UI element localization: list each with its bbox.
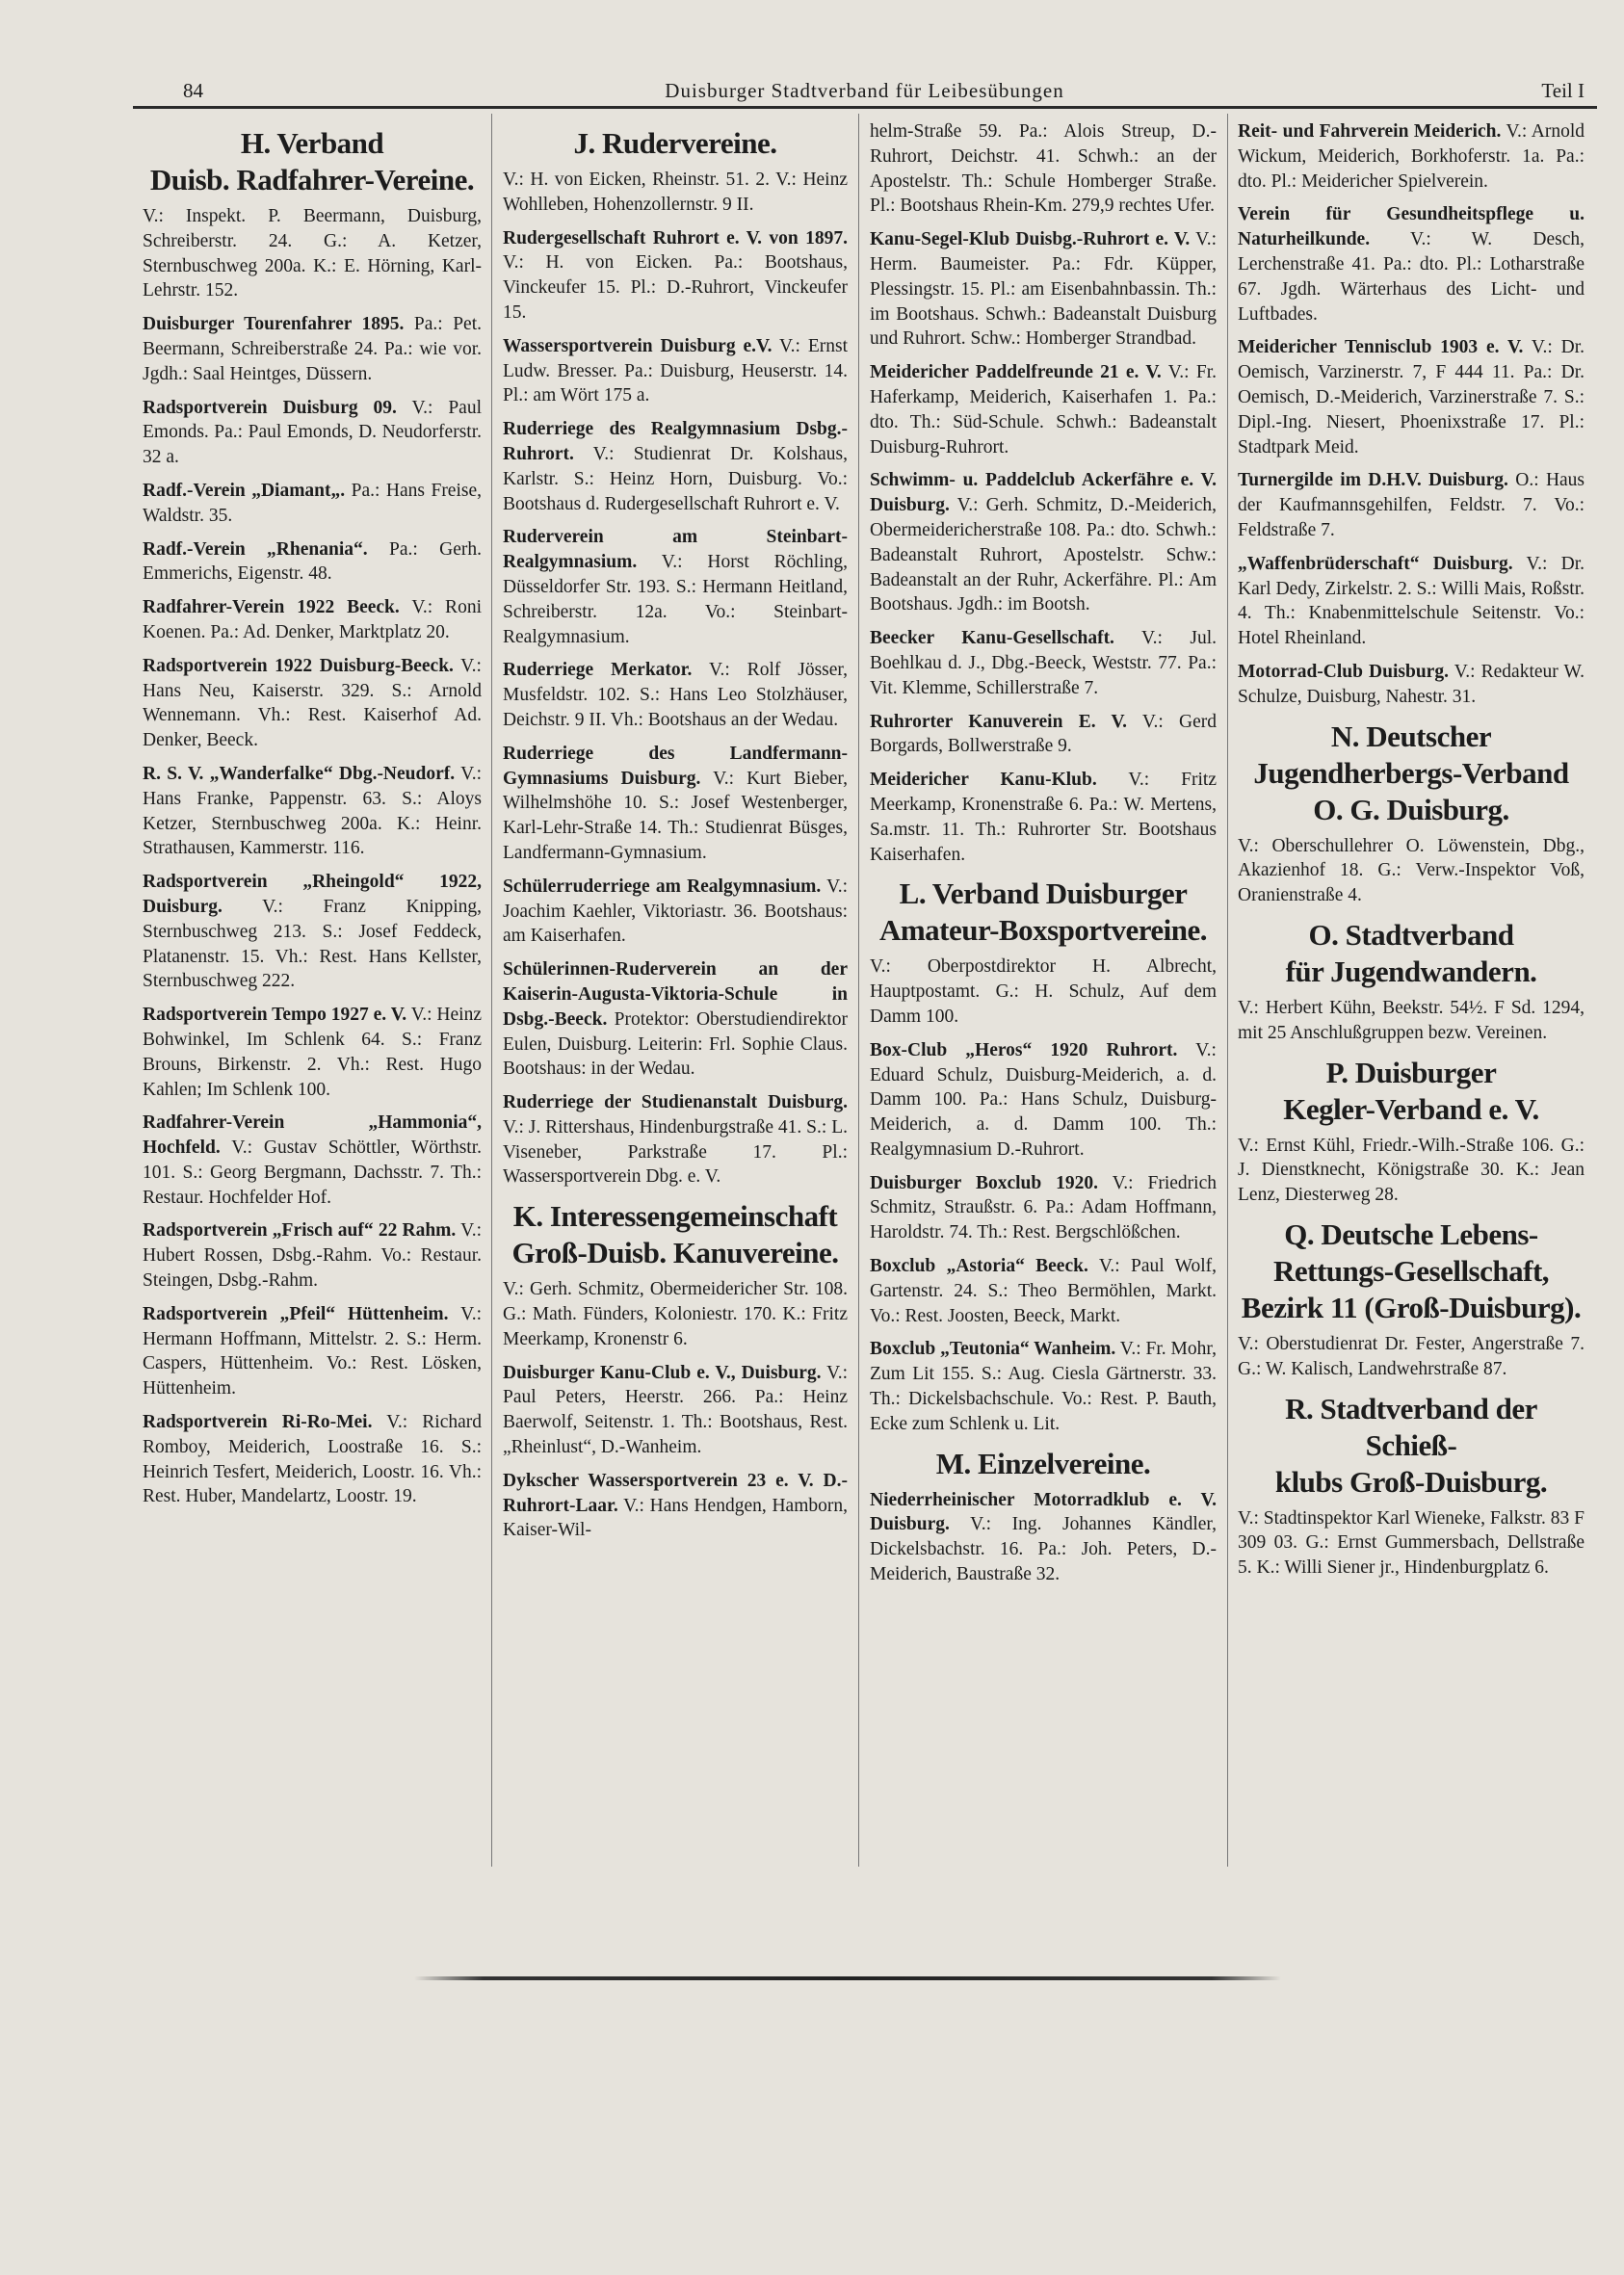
club-details: V.: Ernst Kühl, Friedr.-Wilh.-Straße 106. G.: J. Dienstknecht, Königstraße 30. K.: Jean Lenz, Diesterweg 28.: [1238, 1135, 1585, 1206]
club-entry: [870, 119, 1217, 219]
club-details: V.: H. von Eicken, Rheinstr. 51. 2. V.: Heinz Wohlleben, Hohenzollernstr. 9 II.: [503, 170, 848, 215]
club-name: Boxclub „Teutonia“ Wanheim.: [870, 1339, 1116, 1360]
club-details: V.: Franz Knipping, Sternbuschweg 213. S.: Josef Feddeck, Platanenstr. 15. Vh.: Rest. Hans Kellster, Sternbuschweg 222.: [143, 896, 482, 992]
club-details: V.: Heinz Bohwinkel, Im Schlenk 64. S.: Franz Brouns, Birkenstr. 2. Vh.: Rest. Hugo Kahlen; Im Schlenk 100.: [143, 1005, 482, 1100]
club-details: Protektor: Oberstudiendirektor Eulen, Duisburg. Leiterin: Frl. Sophie Claus. Bootshaus: in der Wedau.: [503, 1008, 849, 1080]
club-entry: [143, 1003, 482, 1102]
club-details: V.: H. von Eicken. Pa.: Bootshaus, Vinckeufer 15. Pl.: D.-Ruhrort, Vinckeufer 15.: [503, 252, 848, 323]
club-name: Radsportverein „Rheingold“ 1922, Duisburg.: [143, 872, 482, 917]
club-entry: [870, 1337, 1217, 1436]
club-name: Rudergesellschaft Ruhrort e. V. von 1897.: [503, 227, 848, 248]
club-details: V.: Hermann Hoffmann, Mittelstr. 2. S.: Herm. Caspers, Hüttenheim. Vo.: Rest. Lösken, Hüttenheim.: [143, 1303, 482, 1399]
club-details: V.: Arnold Wickum, Meiderich, Borkhoferstr. 1a. Pa.: dto. Pl.: Meidericher Spielverein.: [1238, 121, 1585, 192]
club-entry: [503, 525, 848, 649]
club-details: V.: Hans Hendgen, Hamborn, Kaiser-Wil-: [503, 1495, 848, 1541]
club-name: Ruderriege des Realgymnasium Dsbg.-Ruhrort.: [503, 419, 848, 464]
club-details: V.: Hans Franke, Pappenstr. 63. S.: Aloys Ketzer, Sternbuschweg 200a. K.: Heinr. Strathausen, Kammerstr. 116.: [143, 763, 482, 859]
club-details: V.: Herm. Baumeister. Pa.: Fdr. Küpper, Plessingstr. 15. Pl.: am Eisenbahnbassin. Th.: im Bootshaus. Schwh.: Badeanstalt Duisburg und Ruhrort. Schw.: Homberger Strandbad.: [870, 229, 1217, 350]
club-name: Duisburger Tourenfahrer 1895.: [143, 314, 405, 335]
club-details: V.: Horst Röchling, Düsseldorfer Str. 193. S.: Hermann Heitland, Schreiberstr. 12a. Vo.: Steinbart-Realgymnasium.: [503, 552, 848, 647]
club-entry: [870, 710, 1217, 760]
heading-line: O. G. Duisburg.: [1313, 792, 1509, 826]
club-name: Schülerruderriege am Realgymnasium.: [503, 876, 822, 897]
section-heading: [1238, 1391, 1585, 1501]
club-name: Meidericher Paddelfreunde 21 e. V.: [870, 362, 1162, 383]
heading-line: Kegler-Verband e. V.: [1283, 1091, 1539, 1126]
club-entry: [503, 417, 848, 516]
club-entry: [870, 626, 1217, 700]
club-entry: [870, 360, 1217, 459]
club-details: V.: Paul Wolf, Gartenstr. 24. S.: Theo Bermöhlen, Markt. Vo.: Rest. Joosten, Beeck, Markt.: [870, 1256, 1218, 1326]
club-entry: [870, 1254, 1217, 1328]
heading-line: P. Duisburger: [1325, 1055, 1497, 1089]
club-details: V.: Inspekt. P. Beermann, Duisburg, Schreiberstr. 24. G.: A. Ketzer, Sternbuschweg 200a. K.: E. Hörning, Karl-Lehrstr. 152.: [143, 206, 482, 301]
club-name: Radsportverein „Pfeil“ Hüttenheim.: [143, 1303, 449, 1324]
club-name: Ruhrorter Kanuverein E. V.: [870, 711, 1127, 732]
heading-line: Jugendherbergs-Verband: [1253, 755, 1569, 790]
header-rule: [133, 106, 1597, 109]
club-entry: [143, 1111, 482, 1210]
club-details: O.: Haus der Kaufmannsgehilfen, Feldstr. 7. Vo.: Feldstraße 7.: [1238, 470, 1585, 540]
heading-line: klubs Groß-Duisburg.: [1274, 1464, 1548, 1499]
club-entry: [143, 479, 482, 529]
club-details: V.: Oberstudienrat Dr. Fester, Angerstraße 7. G.: W. Kalisch, Landwehrstraße 87.: [1238, 1333, 1585, 1379]
section-heading: [1238, 1055, 1585, 1128]
club-details: V.: W. Desch, Lerchenstraße 41. Pa.: dto. Pl.: Lotharstraße 67. Jgdh. Wärterhaus des Licht- und Luftbades.: [1238, 229, 1585, 325]
club-details: V.: Dr. Karl Dedy, Zirkelstr. 2. S.: Willi Mais, Roßstr. 4. Th.: Knabenmittelschule Seitenstr. Vo.: Hotel Rheinland.: [1238, 553, 1585, 649]
club-name: Schwimm- u. Paddelclub Ackerfähre e. V. Duisburg.: [870, 470, 1217, 516]
club-name: Wassersportverein Duisburg e.V.: [503, 335, 773, 356]
club-entry: [1238, 996, 1585, 1046]
club-entry: [870, 1488, 1217, 1587]
club-entry: [870, 227, 1217, 352]
end-rule: [414, 1976, 1281, 1980]
column-divider: [491, 114, 492, 1867]
column-divider: [1227, 114, 1228, 1867]
column-4: [1238, 119, 1585, 1589]
club-entry: [1238, 119, 1585, 194]
club-details: V.: Ing. Johannes Kändler, Dickelsbachstr. 16. Pa.: Joh. Peters, D.-Meiderich, Baustraße 32.: [870, 1514, 1217, 1585]
club-entry: [143, 762, 482, 861]
club-name: Verein für Gesundheitspflege u. Naturheilkunde.: [1238, 204, 1585, 250]
club-details: V.: Rolf Jösser, Musfeldstr. 102. S.: Hans Leo Stolzhäuser, Deichstr. 9 II. Vh.: Bootshaus an der Wedau.: [503, 660, 848, 730]
club-details: V.: Redakteur W. Schulze, Duisburg, Nahestr. 31.: [1238, 661, 1585, 707]
club-name: Beecker Kanu-Gesellschaft.: [870, 628, 1114, 649]
heading-line: O. Stadtverband: [1308, 917, 1514, 952]
club-name: Ruderriege Merkator.: [503, 660, 693, 681]
heading-line: L. Verband Duisburger: [899, 876, 1188, 911]
club-name: Box-Club „Heros“ 1920 Ruhrort.: [870, 1039, 1178, 1060]
club-entry: [143, 1410, 482, 1509]
club-entry: [503, 226, 848, 326]
club-details: V.: Gerd Borgards, Bollwerstraße 9.: [870, 711, 1217, 757]
running-title: Duisburger Stadtverband für Leibesübungen: [665, 79, 1064, 102]
club-details: V.: J. Rittershaus, Hindenburgstraße 41. S.: L. Viseneber, Parkstraße 17. Pl.: Wassersportverein Dbg. e. V.: [503, 1116, 848, 1188]
heading-line: Bezirk 11 (Groß-Duisburg).: [1241, 1290, 1582, 1324]
club-entry: [143, 595, 482, 645]
club-name: Radsportverein Duisburg 09.: [143, 397, 397, 418]
club-details: V.: Oberschullehrer O. Löwenstein, Dbg., Akazienhof 18. G.: Verw.-Inspektor Voß, Oranienstraße 4.: [1238, 835, 1585, 906]
running-header: [135, 77, 1594, 106]
part-label: Teil I: [1541, 79, 1585, 102]
club-details: V.: Oberpostdirektor H. Albrecht, Hauptpostamt. G.: H. Schulz, Auf dem Damm 100.: [870, 956, 1217, 1027]
club-entry: [1238, 1134, 1585, 1208]
club-entry: [503, 168, 848, 218]
club-name: Ruderverein am Steinbart-Realgymnasium.: [503, 527, 848, 573]
club-name: R. S. V. „Wanderfalke“ Dbg.-Neudorf.: [143, 763, 456, 784]
club-details: V.: Roni Koenen. Pa.: Ad. Denker, Marktplatz 20.: [143, 597, 482, 642]
club-name: Radsportverein Ri-Ro-Mei.: [143, 1412, 373, 1433]
club-details: V.: Dr. Oemisch, Varzinerstr. 7, F 444 11. Pa.: Dr. Oemisch, D.-Meiderich, Varzinerstraße 7. S.: Dipl.-Ing. Niesert, Phoenixstraße 17. Pl.: Stadtpark Meid.: [1238, 337, 1585, 458]
club-name: Radfahrer-Verein „Hammonia“, Hochfeld.: [143, 1112, 482, 1159]
club-details: V.: Eduard Schulz, Duisburg-Meiderich, a. d. Damm 100. Pa.: Hans Schulz, Duisburg-Meiderich, a. d. Damm 100. Th.: Realgymnasium D.-Ruhrort.: [870, 1039, 1217, 1160]
club-details: V.: Paul Emonds. Pa.: Paul Emonds, D. Neudorferstr. 32 a.: [143, 397, 482, 468]
heading-line: Groß-Duisb. Kanuvereine.: [511, 1236, 839, 1270]
club-name: Radf.-Verein „Diamant„.: [143, 480, 346, 501]
club-name: Radf.-Verein „Rhenania“.: [143, 538, 368, 560]
club-entry: [143, 654, 482, 753]
club-name: Niederrheinischer Motorradklub e. V. Duisburg.: [870, 1489, 1217, 1535]
club-entry: [143, 396, 482, 470]
club-details: V.: Gustav Schöttler, Wörthstr. 101. S.: Georg Bergmann, Dachsstr. 7. Th.: Restaur. Hochfelder Hof.: [143, 1138, 482, 1208]
club-entry: [1238, 552, 1585, 651]
club-name: Ruderriege des Landfermann-Gymnasiums Duisburg.: [503, 743, 848, 789]
heading-line: M. Einzelvereine.: [935, 1446, 1151, 1480]
heading-line: Rettungs-Gesellschaft,: [1272, 1253, 1550, 1288]
club-entry: [503, 1277, 848, 1351]
club-name: Kanu-Segel-Klub Duisbg.-Ruhrort e. V.: [870, 229, 1191, 250]
club-entry: [503, 334, 848, 408]
club-entry: [503, 957, 848, 1082]
club-name: Motorrad-Club Duisburg.: [1238, 661, 1449, 682]
club-entry: [870, 954, 1217, 1029]
heading-line: N. Deutscher: [1330, 719, 1492, 753]
section-heading: [870, 876, 1217, 949]
club-entry: [503, 875, 848, 949]
club-details: V.: Gerh. Schmitz, Obermeidericher Str. 108. G.: Math. Fünders, Koloniestr. 170. K.: Fritz Meerkamp, Kronenstr 6.: [503, 1279, 848, 1349]
heading-line: J. Rudervereine.: [573, 126, 777, 160]
club-entry: [143, 870, 482, 994]
club-name: Boxclub „Astoria“ Beeck.: [870, 1256, 1088, 1277]
club-name: Reit- und Fahrverein Meiderich.: [1238, 121, 1502, 142]
club-entry: [870, 768, 1217, 867]
heading-line: Duisb. Radfahrer-Vereine.: [149, 163, 475, 196]
club-details: V.: Hans Neu, Kaiserstr. 329. S.: Arnold Wennemann. Vh.: Rest. Kaiserhof Ad. Denker, Beeck.: [143, 655, 482, 751]
club-name: Schülerinnen-Ruderverein an der Kaiserin-Augusta-Viktoria-Schule in Dsbg.-Beeck.: [503, 959, 848, 1030]
club-entry: [143, 204, 482, 303]
club-entry: [503, 1361, 848, 1460]
column-2: [503, 119, 848, 1552]
club-entry: [1238, 202, 1585, 327]
heading-line: H. Verband: [240, 126, 384, 160]
club-entry: [870, 1038, 1217, 1163]
club-entry: [1238, 335, 1585, 459]
column-1: [143, 119, 482, 1518]
club-name: Dykscher Wassersportverein 23 e. V. D.-Ruhrort-Laar.: [503, 1470, 848, 1516]
club-details: V.: Paul Peters, Heerstr. 266. Pa.: Heinz Baerwolf, Seitenstr. 1. Th.: Bootshaus, Rest. „Rheinlust“, D.-Wanheim.: [503, 1362, 848, 1458]
heading-line: R. Stadtverband der Schieß-: [1285, 1391, 1537, 1462]
club-details: V.: Herbert Kühn, Beekstr. 54½. F Sd. 1294, mit 25 Anschlußgruppen bezw. Vereinen.: [1238, 997, 1585, 1043]
club-entry: [870, 468, 1217, 617]
club-name: Radsportverein Tempo 1927 e. V.: [143, 1005, 407, 1026]
club-entry: [1238, 834, 1585, 908]
club-entry: [503, 658, 848, 732]
club-entry: [143, 1218, 482, 1293]
club-name: Turnergilde im D.H.V. Duisburg.: [1238, 470, 1508, 491]
club-details: Pa.: Pet. Beermann, Schreiberstraße 24. Pa.: wie vor. Jgdh.: Saal Heintges, Düssern.: [143, 314, 482, 384]
club-details: V.: Fr. Mohr, Zum Lit 155. S.: Aug. Ciesla Gärtnerstr. 33. Th.: Dickelsbachschule. Vo.: Rest. P. Bauth, Ecke zum Schlenk u. Lit.: [870, 1339, 1217, 1434]
club-name: „Waffenbrüderschaft“ Duisburg.: [1238, 553, 1513, 574]
column-3: [870, 119, 1217, 1596]
section-heading: [1238, 719, 1585, 828]
club-name: Radfahrer-Verein 1922 Beeck.: [143, 597, 400, 618]
club-name: Meidericher Kanu-Klub.: [870, 770, 1097, 791]
section-heading: [1238, 1216, 1585, 1326]
club-details: V.: Studienrat Dr. Kolshaus, Karlstr. S.: Heinz Horn, Duisburg. Vo.: Bootshaus d. Rudergesellschaft Ruhrort e. V.: [503, 443, 848, 514]
club-entry: [143, 1302, 482, 1401]
club-entry: [503, 1469, 848, 1543]
heading-line: K. Interessengemeinschaft: [512, 1199, 838, 1234]
club-name: Radsportverein 1922 Duisburg-Beeck.: [143, 655, 454, 676]
club-name: Ruderriege der Studienanstalt Duisburg.: [503, 1092, 848, 1113]
club-details: V.: Fr. Haferkamp, Meiderich, Kaiserhafen 1. Pa.: dto. Th.: Süd-Schule. Schwh.: Badeanstalt Duisburg-Ruhrort.: [870, 362, 1217, 458]
club-details: V.: Fritz Meerkamp, Kronenstraße 6. Pa.: W. Mertens, Sa.mstr. 11. Th.: Ruhrorter Str. Bootshaus Kaiserhafen.: [870, 770, 1217, 865]
club-entry: [1238, 1506, 1585, 1581]
club-details: V.: Gerh. Schmitz, D.-Meiderich, Obermeidericherstraße 108. Pa.: dto. Schwh.: Badeanstalt Ruhrort, Apostelstr. Schw.: Badeanstalt an der Ruhr, Ackerfähre. Pl.: Am Bootshaus. Jgdh.: im Bootsh.: [870, 495, 1217, 615]
club-entry: [503, 1090, 848, 1190]
club-entry: [1238, 660, 1585, 710]
club-entry: [870, 1171, 1217, 1245]
club-entry: [143, 312, 482, 386]
club-details: V.: Friedrich Schmitz, Straußstr. 6. Pa.: Adam Hoffmann, Haroldstr. 74. Th.: Rest. Bergschlößchen.: [870, 1172, 1217, 1243]
club-name: Radsportverein „Frisch auf“ 22 Rahm.: [143, 1220, 457, 1242]
club-details: V.: Jul. Boehlkau d. J., Dbg.-Beeck, Weststr. 77. Pa.: Vit. Klemme, Schillerstraße 7.: [870, 628, 1217, 698]
club-details: V.: Kurt Bieber, Wilhelmshöhe 10. S.: Josef Westenberger, Karl-Lehr-Straße 14. Th.: Studienrat Büsges, Landfermann-Gymnasium.: [503, 768, 848, 863]
heading-line: Q. Deutsche Lebens-: [1284, 1216, 1538, 1251]
club-name: Meidericher Tennisclub 1903 e. V.: [1238, 337, 1524, 358]
page-number: 84: [183, 79, 203, 102]
heading-line: für Jugendwandern.: [1285, 954, 1537, 988]
column-divider: [858, 114, 859, 1867]
club-details: V.: Hubert Rossen, Dsbg.-Rahm. Vo.: Restaur. Steingen, Dsbg.-Rahm.: [143, 1220, 482, 1292]
section-heading: [503, 125, 848, 162]
heading-line: Amateur-Boxsportvereine.: [878, 913, 1208, 948]
club-details: V.: Ernst Ludw. Bresser. Pa.: Duisburg, Heuserstr. 14. Pl.: am Wört 175 a.: [503, 335, 848, 406]
club-name: Duisburger Kanu-Club e. V., Duisburg.: [503, 1362, 822, 1383]
club-details: V.: Stadtinspektor Karl Wieneke, Falkstr. 83 F 309 03. G.: Ernst Gummersbach, Dellstraße 5. K.: Willi Siener jr., Hindenburgplatz 6.: [1238, 1507, 1585, 1579]
section-heading: [1238, 917, 1585, 990]
club-name: Duisburger Boxclub 1920.: [870, 1172, 1099, 1193]
section-heading: [870, 1446, 1217, 1482]
club-details: Pa.: Hans Freise, Waldstr. 35.: [143, 480, 483, 526]
club-details: helm-Straße 59. Pa.: Alois Streup, D.-Ruhrort, Deichstr. 41. Schwh.: an der Apostelstr. Th.: Schule Homberger Straße. Pl.: Bootshaus Rhein-Km. 279,9 rechtes Ufer.: [870, 121, 1217, 217]
club-details: Pa.: Gerh. Emmerichs, Eigenstr. 48.: [143, 538, 483, 585]
club-details: V.: Richard Romboy, Meiderich, Loostraße 16. S.: Heinrich Tesfert, Meiderich, Loostr. 16. Vh.: Rest. Huber, Mandelartz, Loostr. 19.: [143, 1412, 483, 1507]
club-entry: [1238, 1332, 1585, 1382]
section-heading: [143, 125, 482, 198]
club-details: V.: Joachim Kaehler, Viktoriastr. 36. Bootshaus: am Kaiserhafen.: [503, 876, 848, 947]
club-entry: [1238, 468, 1585, 542]
club-entry: [143, 537, 482, 588]
section-heading: [503, 1198, 848, 1271]
club-entry: [503, 742, 848, 866]
